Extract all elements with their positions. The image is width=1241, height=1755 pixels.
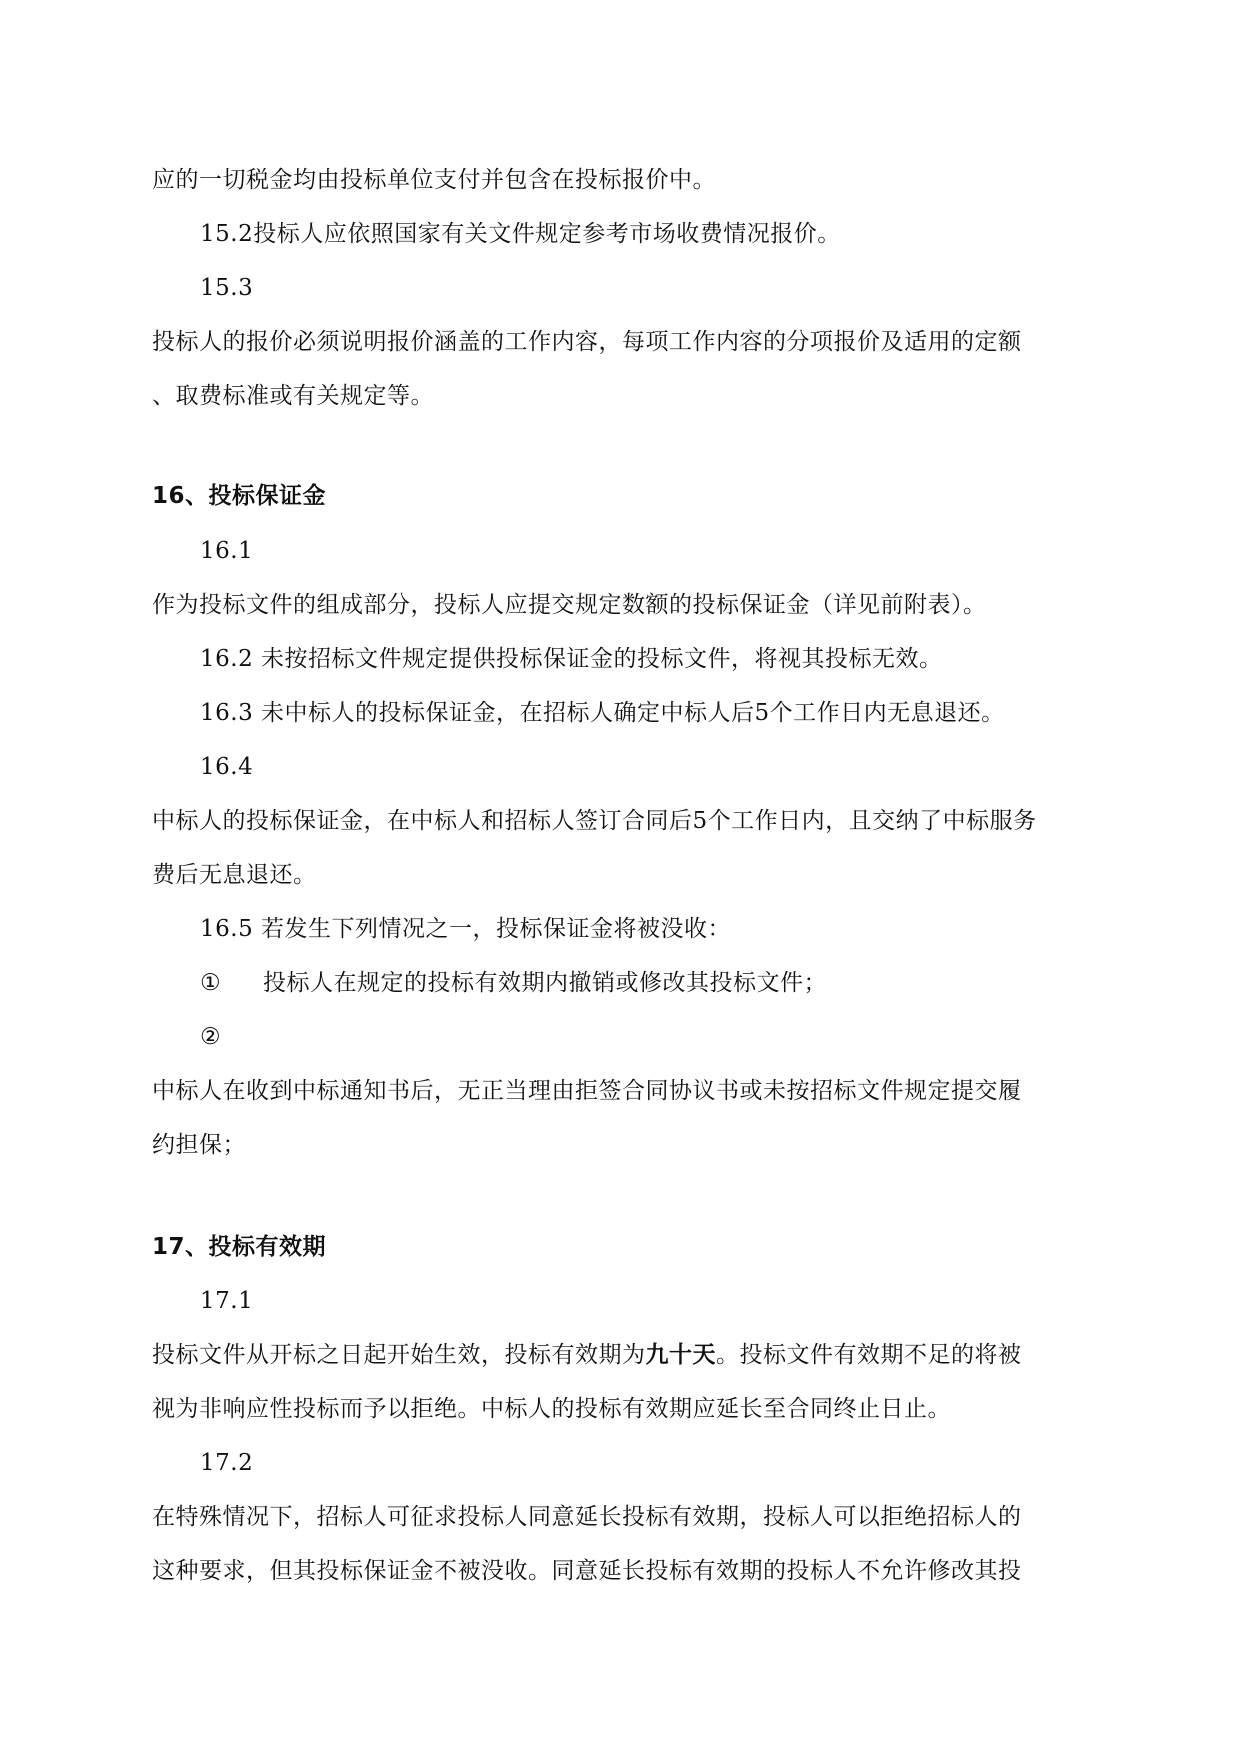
clause-17-2-number: 17.2 [200, 1450, 254, 1476]
text-run: 投标文件从开标之日起开始生效，投标有效期为 [152, 1342, 646, 1368]
clause-16-2: 16.2 未按招标文件规定提供投标保证金的投标文件，将视其投标无效。 [200, 646, 943, 672]
paragraph-line: 在特殊情况下，招标人可征求投标人同意延长投标有效期，投标人可以拒绝招标人的 [152, 1504, 1022, 1530]
clause-16-5: 16.5 若发生下列情况之一，投标保证金将被没收： [200, 916, 732, 942]
list-marker-2: ② [200, 1024, 222, 1050]
paragraph-line: 作为投标文件的组成部分，投标人应提交规定数额的投标保证金（详见前附表）。 [152, 592, 987, 618]
paragraph-line: 约担保； [152, 1132, 246, 1158]
paragraph-line: 中标人的投标保证金，在中标人和招标人签订合同后5个工作日内，且交纳了中标服务 [152, 808, 1037, 834]
paragraph-line: 这种要求，但其投标保证金不被没收。同意延长投标有效期的投标人不允许修改其投 [152, 1558, 1022, 1584]
paragraph-line: 视为非响应性投标而予以拒绝。中标人的投标有效期应延长至合同终止日止。 [152, 1396, 951, 1422]
paragraph-line: 、取费标准或有关规定等。 [152, 383, 434, 409]
text-run: 。投标文件有效期不足的将被 [716, 1342, 1022, 1368]
paragraph-line: 费后无息退还。 [152, 862, 317, 888]
clause-15-3-number: 15.3 [200, 275, 254, 301]
paragraph-line [152, 1340, 1022, 1370]
paragraph-line: 投标人的报价必须说明报价涵盖的工作内容，每项工作内容的分项报价及适用的定额 [152, 329, 1022, 355]
clause-15-2: 15.2投标人应依照国家有关文件规定参考市场收费情况报价。 [200, 221, 841, 247]
section-heading-17: 17、投标有效期 [152, 1234, 327, 1260]
list-marker-1: ① [200, 970, 222, 996]
clause-17-1-number: 17.1 [200, 1288, 254, 1314]
paragraph-line: 中标人在收到中标通知书后，无正当理由拒签合同协议书或未按招标文件规定提交履 [152, 1078, 1022, 1104]
paragraph-line: 应的一切税金均由投标单位支付并包含在投标报价中。 [152, 167, 716, 193]
clause-16-3: 16.3 未中标人的投标保证金，在招标人确定中标人后5个工作日内无息退还。 [200, 700, 1005, 726]
clause-16-4-number: 16.4 [200, 754, 254, 780]
validity-period-emphasis: 九十天 [645, 1341, 716, 1368]
clause-16-1-number: 16.1 [200, 538, 254, 564]
list-item-1: 投标人在规定的投标有效期内撤销或修改其投标文件； [263, 970, 827, 996]
section-heading-16: 16、投标保证金 [152, 483, 327, 509]
